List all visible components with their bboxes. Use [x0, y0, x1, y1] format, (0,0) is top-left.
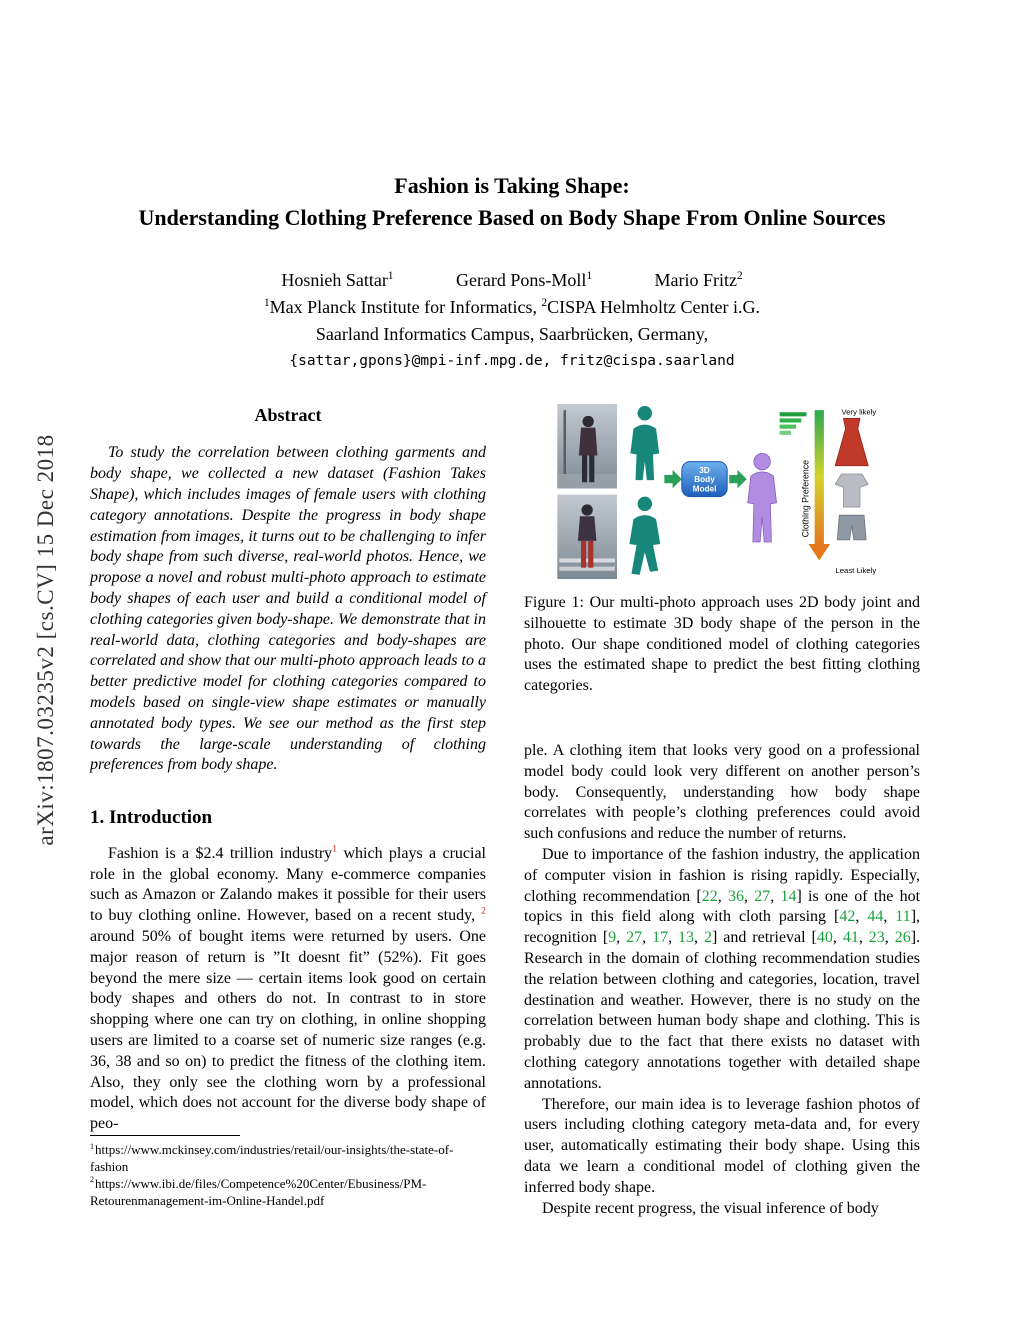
least-likely-label: Least Likely — [835, 565, 877, 575]
text-segment: ]. Research in the domain of clothing recommendation studies the relation between clothing and categories, location, travel destination and weather. However, there is no study on the correlation between human body shape and clothing. This is probably due to the fact that there exists no dataset with clothing category annotations together with detailed shape annotations. — [524, 929, 921, 1092]
body-silhouette-bottom — [629, 497, 660, 575]
citation-link[interactable]: 42 — [839, 908, 856, 926]
citation-link[interactable]: 41 — [842, 929, 859, 947]
author-1 — [281, 270, 393, 291]
footnote-1 — [90, 1142, 486, 1176]
footnote-1-url[interactable]: https://www.mckinsey.com/industries/retail/our-insights/the-state-of-fashion — [90, 1141, 454, 1174]
author-1-affiliation-mark: 1 — [387, 269, 394, 282]
text-segment: , — [883, 908, 896, 926]
citation-link[interactable]: 27 — [626, 929, 643, 947]
affiliation-line-1 — [0, 296, 1024, 319]
email-line: {sattar,gpons}@mpi-inf.mpg.de, fritz@cispa.saarland — [289, 352, 735, 369]
citation-link[interactable]: 17 — [652, 929, 669, 947]
model-label-line1: 3D — [699, 465, 710, 475]
text-segment: 1 — [264, 296, 270, 309]
introduction-paragraph-1 — [90, 844, 486, 1135]
author-3-name: Mario Fritz — [654, 269, 738, 290]
text-segment: 2 — [541, 296, 548, 309]
clothing-preference-arrow — [808, 410, 830, 560]
text-segment: ] and retrieval [ — [711, 929, 817, 947]
paper-title — [0, 170, 1024, 234]
author-1-name: Hosnieh Sattar — [281, 269, 388, 290]
author-3-affiliation-mark: 2 — [737, 269, 743, 282]
figure-1 — [524, 404, 920, 697]
text-segment: , — [884, 929, 895, 947]
text-segment: CISPA Helmholtz Center i.G. — [547, 296, 760, 317]
author-2-name: Gerard Pons-Moll — [455, 269, 587, 290]
paper-header — [0, 170, 1024, 369]
affiliation-line-2: Saarland Informatics Campus, Saarbrücken, Germany, — [315, 324, 709, 345]
author-3 — [655, 270, 743, 291]
footnote-2-url[interactable]: https://www.ibi.de/files/Competence%20Center/Ebusiness/PM-Retourenmanagement-im-Online-Handel.pdf — [90, 1175, 427, 1208]
model-label-line2: Body — [694, 475, 715, 485]
text-segment: , — [694, 929, 704, 947]
citation-link[interactable]: 27 — [754, 887, 771, 905]
text-segment: , — [616, 929, 627, 947]
citation-link[interactable]: 44 — [867, 908, 884, 926]
footnote-marker-2[interactable]: 2 — [481, 905, 486, 917]
footnote-marker-1[interactable]: 1 — [332, 843, 338, 855]
user-photo-top — [557, 404, 617, 488]
paragraph-continuation: ple. A clothing item that looks very good on a professional model body could look very different on another person’s body. Consequently, understanding how body shape correlates with people’s clothing preferences could avoid such confusions and reduce the number of returns. — [524, 741, 920, 843]
clothing-item-top — [835, 474, 868, 507]
citation-link[interactable]: 40 — [816, 929, 833, 947]
text-segment: , — [855, 908, 868, 926]
citation-link[interactable]: 14 — [780, 887, 797, 905]
text-segment: , — [642, 929, 653, 947]
text-segment: , — [858, 929, 869, 947]
arrow-to-model-icon — [664, 470, 682, 489]
text-segment: Fashion is a $2.4 trillion industry — [108, 844, 333, 862]
text-segment: , — [668, 929, 679, 947]
citation-link[interactable]: 11 — [895, 908, 911, 926]
footnote-2-marker: 2 — [90, 1175, 95, 1185]
text-segment: around 50% of bought items were returned by users. One major reason of return is ”It doesnt fit” (52%). Fit goes beyond the mere size — certain items look good on certain body shapes and others do not. In contrast to in store shopping where one can try on clothing, in online shopping users are limited to a coarse set of numeric size ranges (e.g. 36, 38 and so on) to predict the fitness of the clothing item. Also, they only see the clothing worn by a professional model, which does not account for the diverse body shape of peo- — [90, 928, 486, 1133]
body-silhouette-top — [630, 406, 659, 480]
estimated-body-mesh — [748, 453, 777, 542]
author-line — [0, 270, 1024, 291]
paper-title-line1: Fashion is Taking Shape: — [394, 173, 630, 198]
clothing-item-dress — [835, 418, 868, 465]
author-2 — [456, 270, 592, 291]
clothing-preference-label: Clothing Preference — [800, 460, 811, 538]
citation-link[interactable]: 36 — [727, 887, 744, 905]
text-segment: Due to importance of the fashion industry, the application of computer vision in fashion is rising rapidly. Especially, clothing recommendation [ — [524, 845, 920, 905]
text-segment: ] is one of the hot topics in this field along with cloth parsing [ — [524, 887, 921, 926]
abstract-heading: Abstract — [254, 405, 322, 425]
right-column — [524, 404, 920, 1219]
footnote-divider — [90, 1135, 240, 1136]
user-photo-bottom — [557, 495, 617, 579]
arrow-to-shape-icon — [729, 470, 747, 489]
text-segment: , — [832, 929, 843, 947]
very-likely-label: Very likely — [841, 407, 877, 417]
figure-1-image — [557, 404, 887, 579]
clothing-item-shorts — [837, 515, 866, 540]
text-segment: which plays a crucial role in the global economy. Many e-commerce companies such as Amazon or Zalando makes it possible for their users to buy clothing online. However, based on a recent study, — [90, 844, 486, 925]
text-segment: , — [743, 887, 755, 905]
3d-body-model-box — [682, 462, 727, 497]
footnote-1-marker: 1 — [90, 1141, 95, 1151]
abstract-paragraph: To study the correlation between clothing garments and body shape, we collected a new dataset (Fashion Takes Shape), which includes images of female users with clothing category annotations. Despite the progress in body shape estimation from images, it turns out to be challenging to infer body shape from such diverse, real-world photos. Hence, we propose a novel and robust multi-photo approach to estimate body shapes of each user and build a conditional model of clothing categories given body-shape. We demonstrate that in real-world data, clothing categories and body-shapes are correlated and show that our multi-photo approach leads to a better predictive model for clothing categories compared to models based on single-view shape estimates or manually annotated body types. We see our method as the first step towards the large-scale understanding of clothing preferences from body shape. — [90, 444, 486, 774]
footnotes-block — [90, 1135, 486, 1210]
paper-title-line2: Understanding Clothing Preference Based on Body Shape From Online Sources — [138, 204, 886, 230]
text-segment: , — [717, 887, 728, 905]
author-2-affiliation-mark: 1 — [586, 269, 593, 282]
text-segment: ], recognition [ — [524, 908, 921, 947]
citation-link[interactable]: 2 — [703, 929, 712, 947]
left-column — [90, 404, 486, 1208]
paragraph-despite-progress: Despite recent progress, the visual inference of body — [542, 1199, 879, 1217]
text-segment: , — [770, 887, 781, 905]
citation-link[interactable]: 22 — [701, 887, 718, 905]
section-heading-introduction: 1. Introduction — [90, 807, 213, 829]
citation-link[interactable]: 9 — [608, 929, 617, 947]
citation-link[interactable]: 26 — [894, 929, 911, 947]
figure-1-caption: Figure 1: Our multi-photo approach uses 2D body joint and silhouette to estimate 3D body shape of the person in the photo. Our shape conditioned model of clothing categories uses the estimated shape to predict the best fitting clothing categories. — [524, 594, 920, 695]
model-label-line3: Model — [692, 484, 717, 494]
likelihood-bars — [780, 412, 807, 435]
citation-link[interactable]: 23 — [868, 929, 885, 947]
paragraph-fashion-cv — [524, 845, 920, 1095]
paragraph-main-idea: Therefore, our main idea is to leverage fashion photos of users including clothing category meta-data and, for every user, automatically estimating their body shape. Using this data we learn a conditional model of clothing given the inferred body shape. — [524, 1095, 920, 1196]
arxiv-watermark-label: arXiv:1807.03235v2 [cs.CV] 15 Dec 2018 — [33, 434, 58, 846]
citation-link[interactable]: 13 — [678, 929, 695, 947]
text-segment: Max Planck Institute for Informatics, — [269, 296, 542, 317]
footnote-2 — [90, 1176, 486, 1210]
